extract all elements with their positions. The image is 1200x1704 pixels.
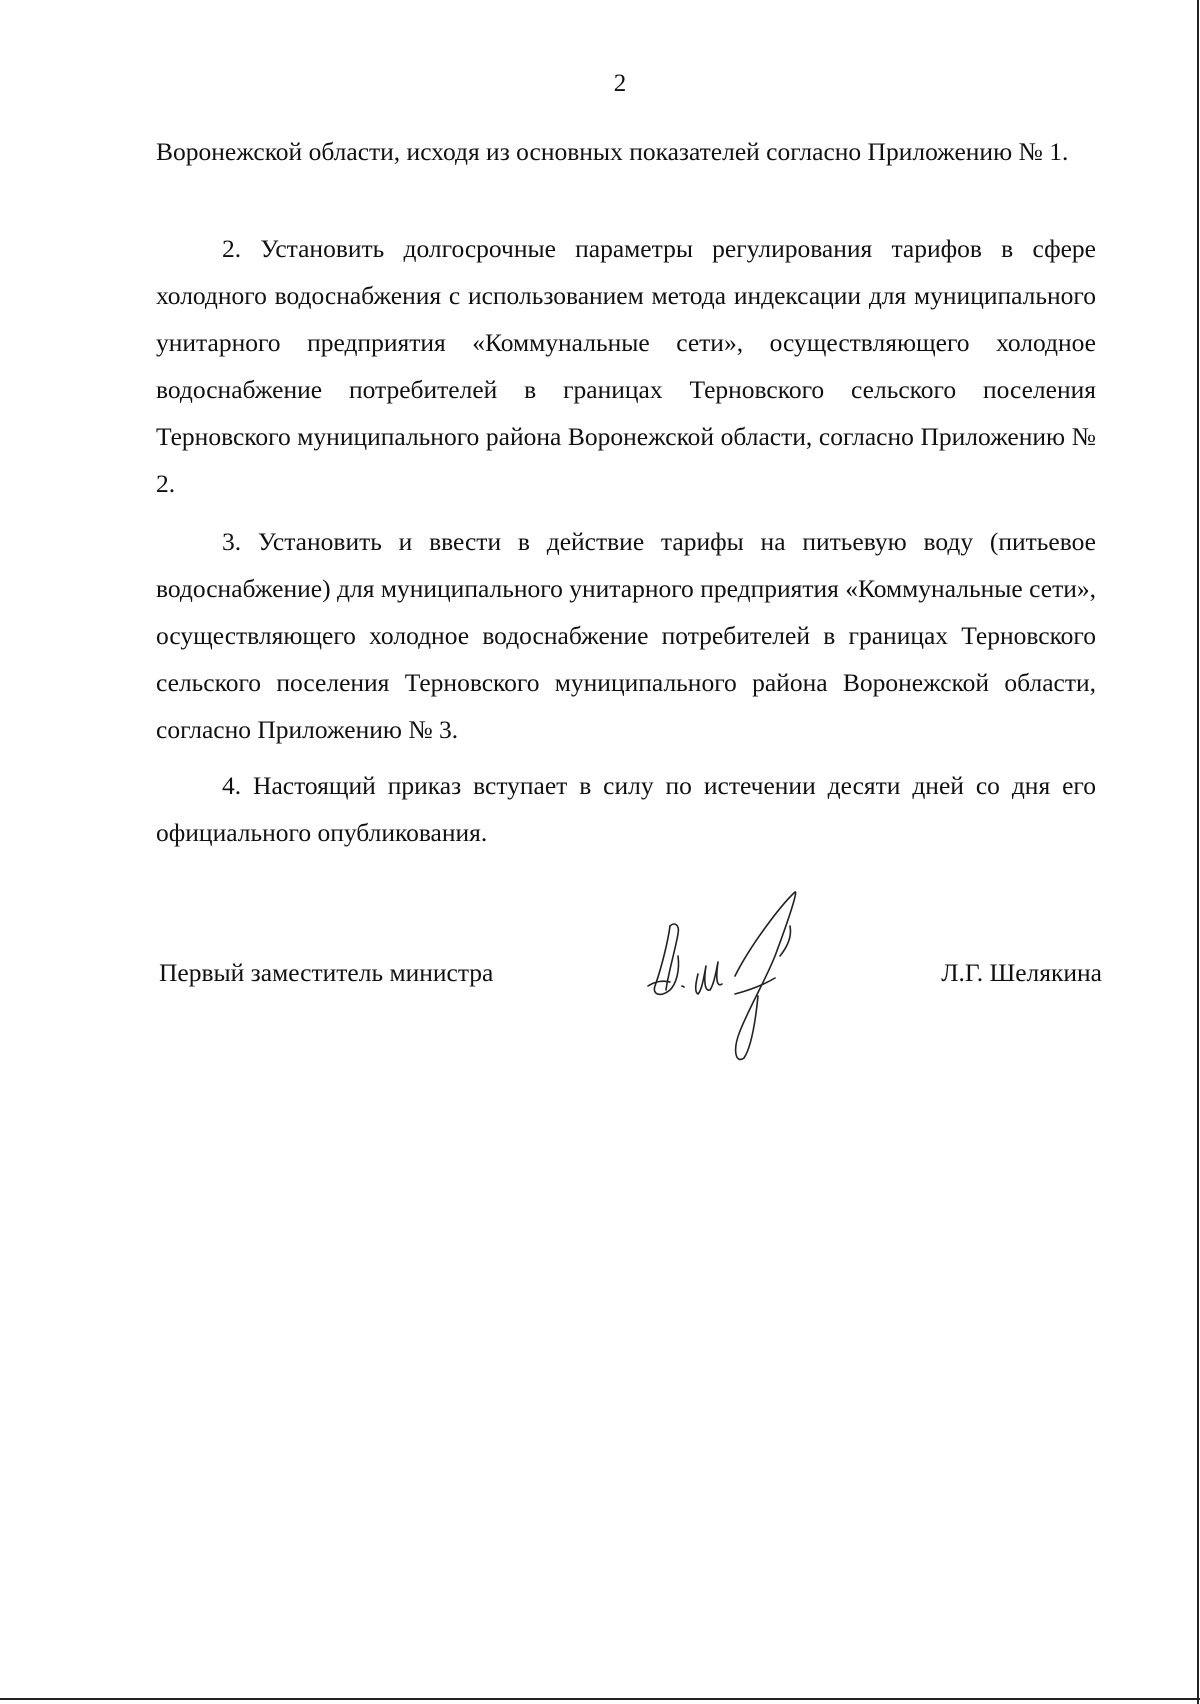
- document-body-item-3: [156, 518, 1096, 753]
- signatory-position: Первый заместитель министра: [159, 958, 494, 987]
- paragraph-item-2: 2. Установить долгосрочные параметры регулирования тарифов в сфере холодного водоснабжения с использованием метода индексации для муниципального унитарного предприятия «Коммунальные сети», осуществляющего холодное водоснабжение потребителей в границах Терновского сельского поселения Терновского муниципального района Воронежской области, согласно Приложению № 2.: [156, 234, 1096, 498]
- paragraph-item-4: 4. Настоящий приказ вступает в силу по истечении десяти дней со дня его официального опубликования.: [156, 771, 1096, 847]
- page-number: 2: [613, 70, 627, 97]
- paragraph-item-3: 3. Установить и ввести в действие тарифы на питьевую воду (питьевое водоснабжение) для муниципального унитарного предприятия «Коммунальные сети», осуществляющего холодное водоснабжение потребителей в границах Терновского сельского поселения Терновского муниципального района Воронежской области, согласно Приложению № 3.: [156, 527, 1096, 744]
- document-body-item-2: [156, 225, 1096, 507]
- document-body-item-4: [156, 762, 1096, 856]
- scan-edge-right: [1197, 0, 1199, 1704]
- handwritten-signature: [640, 886, 820, 1076]
- paragraph-continuation: Воронежской области, исходя из основных показателей согласно Приложению № 1.: [156, 137, 1069, 166]
- signature-block: [156, 958, 1102, 1078]
- signatory-name: Л.Г. Шелякина: [941, 958, 1102, 987]
- document-body: [156, 128, 1096, 175]
- scan-edge-bottom: [0, 1698, 1200, 1700]
